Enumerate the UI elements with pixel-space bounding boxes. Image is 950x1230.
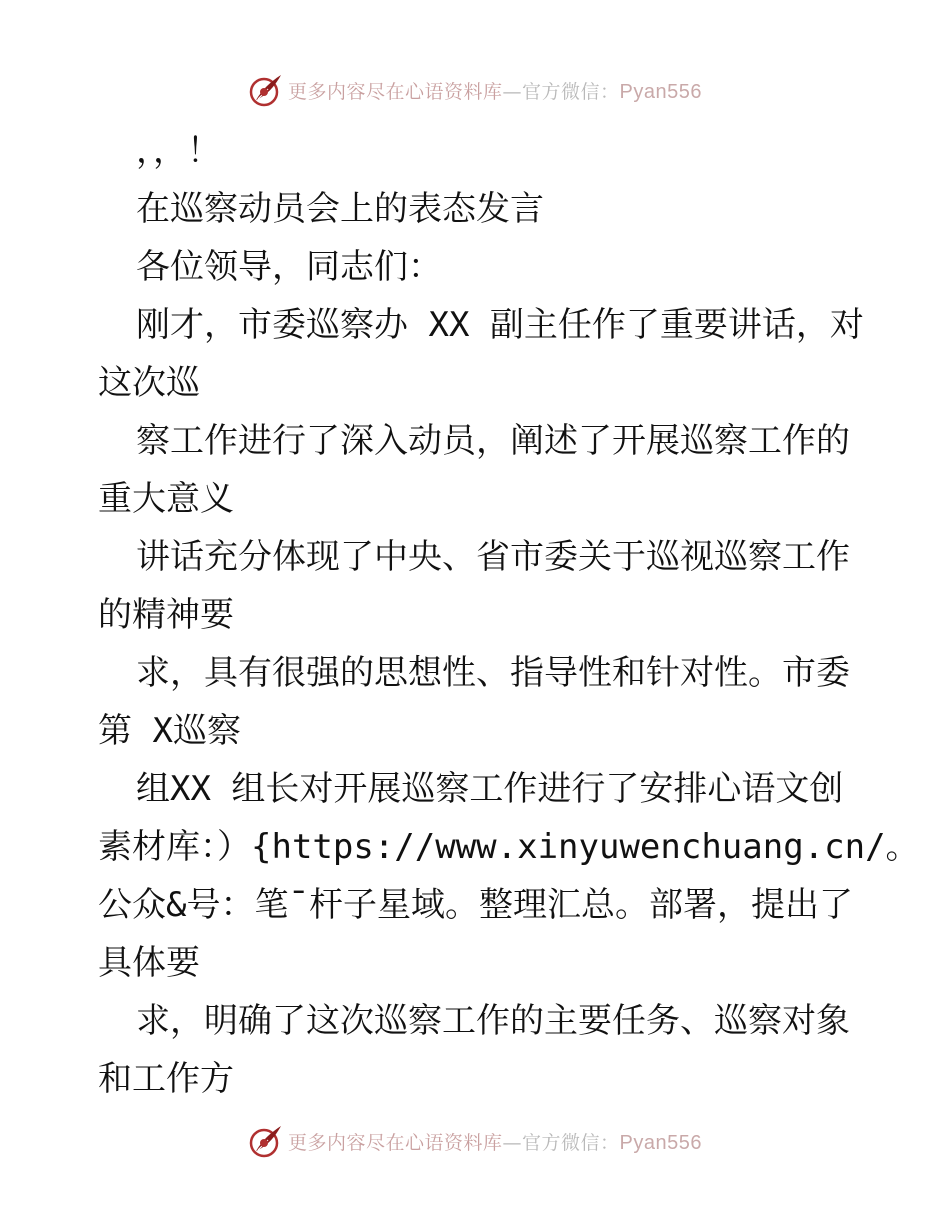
text-line: 刚才，市委巡察办 XX 副主任作了重要讲话，对 xyxy=(136,305,864,345)
text-line: 讲话充分体现了中央、省市委关于巡视巡察工作 xyxy=(136,537,850,577)
text-line: 察工作进行了深入动员，阐述了开展巡察工作的 xyxy=(136,421,850,461)
text-line: 各位领导，同志们： xyxy=(136,247,442,287)
footer-banner-content xyxy=(248,1123,702,1159)
text-line: 公众&号：笔¯杆子星域。整理汇总。部署，提出了 xyxy=(98,885,853,925)
footer-wechat-id: Pyan556 xyxy=(619,1131,702,1154)
quill-logo-icon xyxy=(248,1123,284,1159)
header-site-text: 更多内容尽在心语资料库 xyxy=(288,80,503,103)
text-line: 重大意义 xyxy=(98,479,234,519)
text-line: 素材库：）{https://www.xinyuwenchuang.cn/。 xyxy=(98,827,920,867)
footer-banner-text xyxy=(288,1128,702,1155)
text-line: 的精神要 xyxy=(98,595,234,635)
footer-dash: — xyxy=(502,1131,523,1154)
text-line: 在巡察动员会上的表态发言 xyxy=(136,189,544,229)
footer-site-text: 更多内容尽在心语资料库 xyxy=(288,1131,503,1154)
text-line: 具体要 xyxy=(98,943,200,983)
text-line: 求，明确了这次巡察工作的主要任务、巡察对象 xyxy=(136,1001,850,1041)
quill-logo-icon xyxy=(248,72,284,108)
text-line: 求，具有很强的思想性、指导性和针对性。市委 xyxy=(136,653,850,693)
text-line: ，，！ xyxy=(136,131,221,171)
text-line: 组XX 组长对开展巡察工作进行了安排心语文创 xyxy=(136,769,844,809)
text-line: 第 X巡察 xyxy=(98,711,241,751)
document-body xyxy=(98,122,920,1108)
header-dash: — xyxy=(502,80,523,103)
text-line: 和工作方 xyxy=(98,1059,234,1099)
header-banner-content xyxy=(248,72,702,108)
text-line: 这次巡 xyxy=(98,363,200,403)
header-banner xyxy=(0,70,950,110)
footer-wechat-label: 官方微信： xyxy=(522,1131,620,1154)
header-banner-text xyxy=(288,77,702,104)
header-wechat-label: 官方微信： xyxy=(522,80,620,103)
header-wechat-id: Pyan556 xyxy=(619,80,702,103)
footer-banner xyxy=(0,1121,950,1161)
